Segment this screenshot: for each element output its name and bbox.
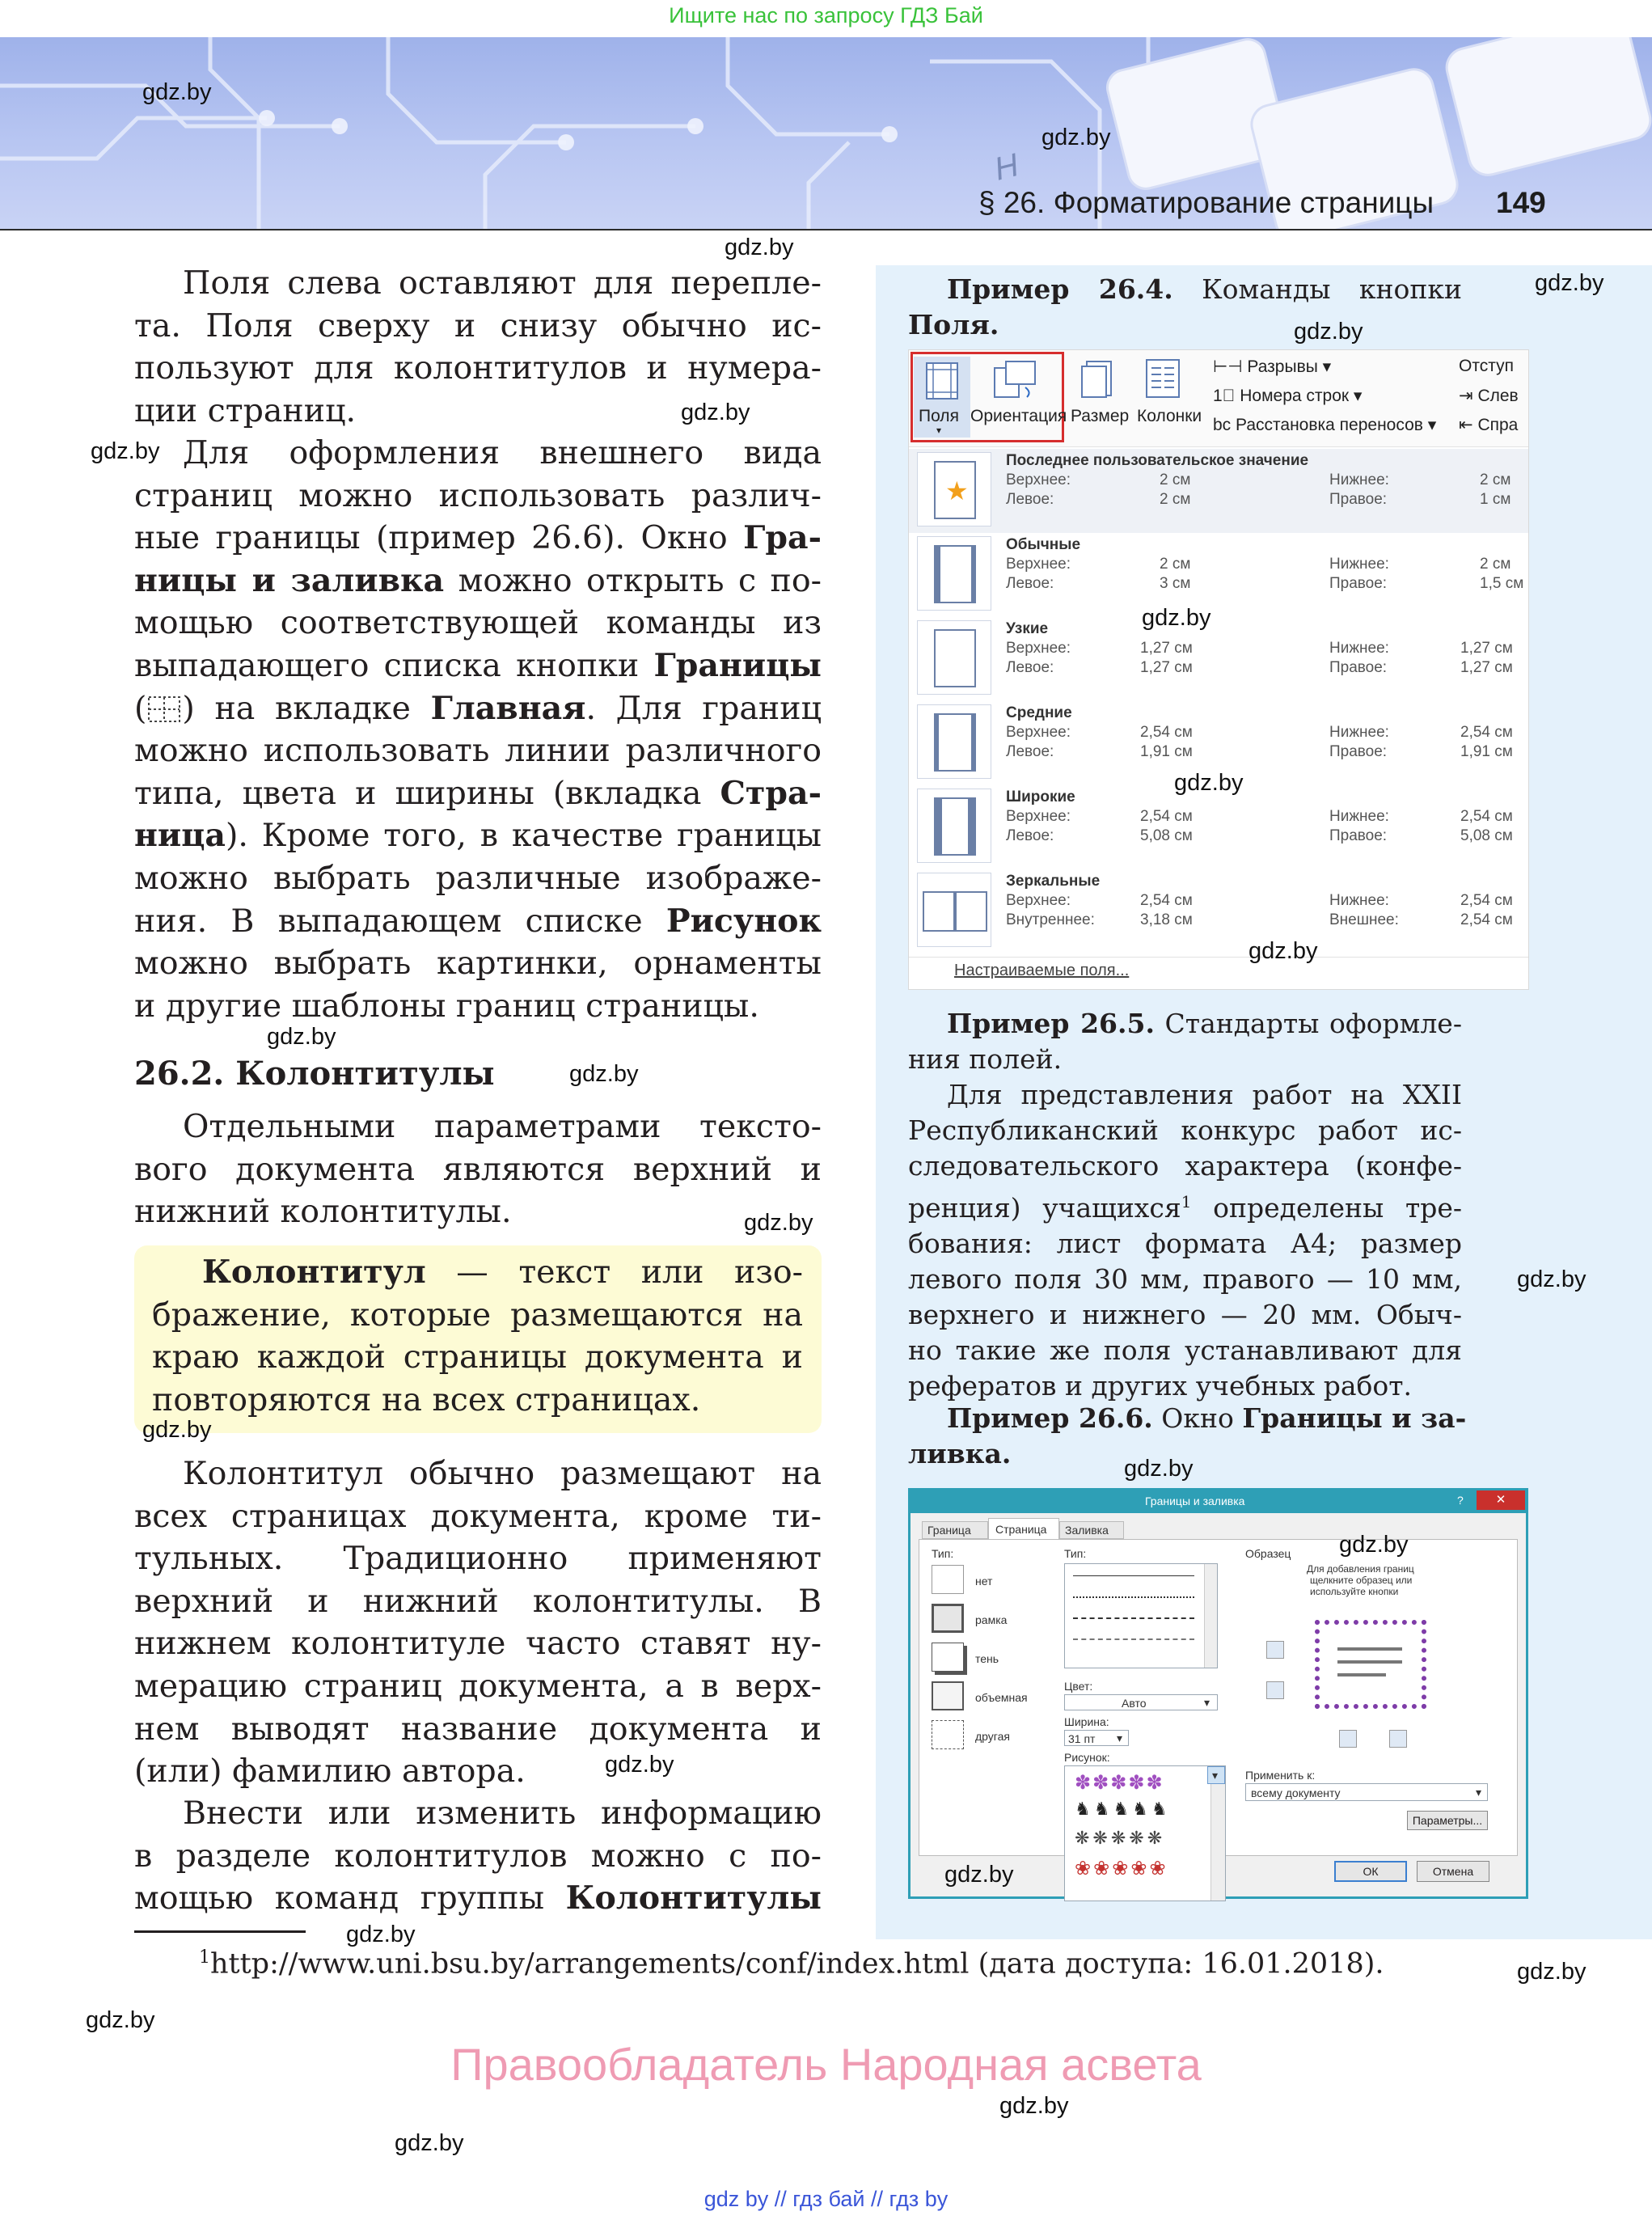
margin-preset-custom[interactable]: ★ Последнее пользовательское значение Верхнее: 2 см Левое: 2 см Нижнее: 2 см Правое: 1 см — [909, 449, 1528, 533]
columns-icon — [1145, 358, 1181, 399]
watermark: gdz.by — [1517, 1266, 1587, 1292]
setting-box[interactable]: рамка — [975, 1613, 1008, 1626]
ok-button[interactable]: ОК — [1334, 1861, 1407, 1882]
margin-preset-mirrored[interactable]: Зеркальные Верхнее: 2,54 см Внутреннее: 3,18 см Нижнее: 2,54 см Внешнее: 2,54 см — [909, 869, 1528, 953]
margin-preset-moderate[interactable]: Средние Верхнее: 2,54 см Левое: 1,91 см Нижнее: 2,54 см Правое: 1,91 см — [909, 701, 1528, 785]
watermark: gdz.by — [569, 1061, 639, 1087]
watermark: gdz.by — [267, 1024, 336, 1050]
watermark: gdz.by — [744, 1210, 813, 1236]
definition-text: Колонтитул — текст или изо- бражение, которые размещаются на краю каждой страницы документа и повторяются на всех страницах. — [152, 1254, 803, 1419]
watermark: gdz.by — [999, 2093, 1069, 2119]
preview-label: Образец — [1245, 1547, 1291, 1560]
size-icon — [1080, 358, 1116, 399]
preview-hint-3: используйте кнопки — [1310, 1586, 1399, 1597]
borders-shading-dialog — [908, 1488, 1528, 1899]
close-button[interactable]: ✕ — [1477, 1490, 1525, 1510]
watermark: gdz.by — [1174, 770, 1244, 796]
footnote: $^1$http://www.uni.bsu.by/arrangements/conf/index.html (дата доступа: 16.01.2018). — [199, 1947, 1384, 1981]
chevron-down-icon: ▾ — [1476, 1786, 1482, 1799]
watermark: gdz.by — [605, 1752, 674, 1778]
apply-to-select[interactable]: всему документу ▾ — [1245, 1783, 1488, 1801]
bottom-border-button[interactable] — [1266, 1681, 1284, 1699]
orientation-button[interactable]: Ориентация — [970, 407, 1067, 425]
watermark: gdz.by — [1517, 1959, 1587, 1985]
watermark: gdz.by — [346, 1922, 416, 1947]
tab-shading[interactable]: Заливка — [1059, 1521, 1124, 1539]
example-26-4-caption: Пример 26.4. Команды кнопки Поля. — [908, 273, 1462, 340]
setting-custom[interactable]: другая — [975, 1730, 1010, 1743]
watermark: gdz.by — [91, 438, 160, 464]
cancel-button[interactable]: Отмена — [1417, 1861, 1489, 1882]
help-icon[interactable]: ? — [1457, 1494, 1464, 1507]
watermark: gdz.by — [142, 1417, 212, 1443]
watermark: gdz.by — [1535, 270, 1604, 296]
custom-margins-link[interactable]: Настраиваемые поля... — [954, 962, 1130, 979]
art-scrollbar[interactable] — [1210, 1766, 1225, 1901]
running-title: § 26. Форматирование страницы — [978, 186, 1434, 219]
indent-label: Отступ — [1459, 357, 1514, 375]
breaks-icon: ⊢⊣ — [1213, 357, 1248, 376]
style-list-scrollbar[interactable] — [1204, 1564, 1217, 1668]
setting-label: Тип: — [932, 1547, 954, 1560]
paragraph-margins: Поля слева оставляют для перепле- та. Поля сверху и снизу обычно ис- пользуют для колонтитулов и нумера- ции страниц. — [134, 264, 822, 429]
floral-border-sample[interactable]: ❀❀❀❀❀ — [1075, 1858, 1168, 1879]
paragraph-borders: Для оформления внешнего вида страниц можно использовать различ- ные границы (пример 26.6). Окно Гра- ницы и заливка можно открыть с по- мощью соответствующей команды из выпадающего списка кнопки Границы ( ) на вкладке Главная. Для границ можно использовать линии различного типа, цвета и ширины (вкладка Стра- ница). Кроме того, в качестве границы можно выбрать различные изображе- ния. В выпадающем списке Рисунок можно выбрать картинки, орнаменты и другие шаблоны границ страницы. — [134, 434, 822, 1025]
art-dropdown-arrow[interactable] — [1207, 1766, 1225, 1784]
margins-icon — [925, 362, 959, 400]
margins-menu-screenshot — [908, 349, 1529, 990]
line-numbers-button[interactable]: 1⃣ Номера строк ▾ — [1213, 387, 1363, 405]
art-dropdown[interactable] — [1064, 1765, 1226, 1901]
left-border-button[interactable] — [1339, 1730, 1357, 1748]
indent-left[interactable]: ⇥ Слев — [1459, 387, 1519, 405]
line-numbers-icon: 1⃣ — [1213, 387, 1240, 405]
ornament-border-sample[interactable]: ❋❋❋❋❋ — [1075, 1828, 1166, 1848]
footnote-rule — [134, 1930, 306, 1933]
header-rule — [0, 229, 1652, 230]
setting-3d-icon[interactable] — [932, 1681, 964, 1710]
chevron-down-icon: ▾ — [1204, 1696, 1210, 1709]
watermark: gdz.by — [142, 79, 212, 105]
copyright-notice: Правообладатель Народная асвета — [450, 2039, 1202, 2090]
indent-right[interactable]: ⇤ Спра — [1459, 416, 1519, 434]
svg-text:H: H — [991, 147, 1023, 188]
watermark: gdz.by — [944, 1862, 1014, 1888]
example-26-6-caption: Пример 26.6. Окно Границы и за- ливка. — [908, 1402, 1467, 1469]
fields-button[interactable]: Поля ▾ — [914, 357, 970, 438]
top-border-button[interactable] — [1266, 1641, 1284, 1659]
margin-preset-narrow[interactable]: Узкие Верхнее: 1,27 см Левое: 1,27 см Нижнее: 1,27 см Правое: 1,27 см — [909, 617, 1528, 701]
paragraph-headers-edit: Внести или изменить информацию в разделе колонтитулов можно с по- мощью команд группы Колонтитулы — [134, 1795, 822, 1917]
tab-page[interactable]: Страница — [988, 1518, 1059, 1540]
apply-to-label: Применить к: — [1245, 1769, 1316, 1782]
tab-border[interactable]: Граница — [922, 1521, 988, 1539]
color-label: Цвет: — [1064, 1680, 1093, 1693]
options-button[interactable]: Параметры... — [1407, 1811, 1488, 1830]
width-select[interactable]: 31 пт ▾ — [1064, 1730, 1129, 1746]
watermark: gdz.by — [725, 235, 794, 260]
setting-shadow-icon[interactable] — [932, 1643, 964, 1672]
setting-custom-icon[interactable] — [932, 1720, 964, 1749]
hyphenation-icon: bc — [1213, 416, 1236, 434]
custom-margins-icon — [917, 452, 991, 526]
columns-button[interactable]: Колонки — [1137, 407, 1202, 425]
watermark: gdz.by — [681, 400, 750, 425]
section-title: 26.2. Колонтитулы — [134, 1055, 495, 1093]
hyphenation-button[interactable]: bc Расстановка переносов ▾ — [1213, 416, 1437, 434]
setting-none[interactable]: нет — [975, 1575, 993, 1588]
page-number: 149 — [1496, 186, 1546, 219]
chevron-down-icon: ▾ — [936, 425, 942, 436]
size-button[interactable]: Размер — [1071, 407, 1130, 425]
narrow-margins-icon — [917, 620, 991, 695]
preview-hint-2: щелкните образец или — [1310, 1575, 1413, 1586]
example-26-5-body: Для представления работ на XXII Республиканский конкурс работ ис- следовательского характера (конфе- ренция) учащихся$^1$ определены тре- бования: лист формата А4; размер левого поля 30 мм, правого — 10 мм, верхнего и нижнего — 20 мм. Обыч- но такие же поля устанавливают для рефератов и других учебных работ. — [908, 1079, 1463, 1402]
style-list[interactable] — [1064, 1563, 1218, 1668]
width-label: Ширина: — [1064, 1715, 1109, 1728]
watermark: gdz.by — [395, 2130, 464, 2156]
watermark: gdz.by — [1339, 1532, 1409, 1558]
normal-margins-icon — [917, 536, 991, 611]
breaks-button[interactable]: ⊢⊣ Разрывы ▾ — [1213, 357, 1332, 376]
orientation-icon — [991, 358, 1037, 399]
watermark: gdz.by — [1142, 605, 1211, 631]
dialog-title: Границы и заливка — [1145, 1495, 1245, 1507]
mirrored-margins-icon — [917, 873, 991, 947]
watermark: gdz.by — [86, 2007, 155, 2033]
watermark: gdz.by — [1249, 938, 1318, 964]
art-label: Рисунок: — [1064, 1751, 1110, 1764]
style-label: Тип: — [1064, 1547, 1087, 1560]
ribbon — [909, 350, 1528, 447]
watermark: gdz.by — [1294, 319, 1363, 345]
setting-none-icon[interactable] — [932, 1565, 964, 1594]
watermark: gdz.by — [1124, 1456, 1194, 1482]
indent-right-icon: ⇤ — [1459, 416, 1478, 434]
right-border-button[interactable] — [1389, 1730, 1407, 1748]
butterfly-border-sample[interactable]: ✽✽✽✽✽ — [1075, 1772, 1164, 1794]
moderate-margins-icon — [917, 704, 991, 779]
star-icon: ★ — [945, 476, 969, 505]
chevron-down-icon: ▾ — [1212, 1769, 1219, 1782]
setting-box-icon[interactable] — [932, 1604, 964, 1633]
margin-preset-normal[interactable]: Обычные Верхнее: 2 см Левое: 3 см Нижнее: 2 см Правое: 1,5 см — [909, 533, 1528, 617]
indent-left-icon: ⇥ — [1459, 387, 1478, 405]
borders-button-icon — [146, 695, 182, 724]
search-hint-banner: Ищите нас по запросу ГДЗ Бай — [669, 3, 983, 27]
watermark: gdz.by — [1041, 125, 1111, 150]
bottom-links[interactable]: gdz by // гдз бай // гдз by — [703, 2187, 949, 2211]
setting-shadow[interactable]: тень — [975, 1652, 999, 1665]
chevron-down-icon: ▾ — [1117, 1731, 1123, 1744]
color-select[interactable]: Авто ▾ — [1064, 1694, 1218, 1710]
setting-3d[interactable]: объемная — [975, 1691, 1028, 1704]
preview-page[interactable] — [1315, 1620, 1426, 1709]
margin-preset-wide[interactable]: Широкие Верхнее: 2,54 см Левое: 5,08 см Нижнее: 2,54 см Правое: 5,08 см — [909, 785, 1528, 869]
example-26-5-caption: Пример 26.5. Стандарты оформле- ния полей. — [908, 1008, 1462, 1075]
paragraph-headers-intro: Отдельными параметрами тексто- вого документа являются верхний и нижний колонтитулы. — [134, 1108, 822, 1231]
preview-hint-1: Для добавления границ — [1307, 1563, 1414, 1575]
paragraph-headers-usage: Колонтитул обычно размещают на всех страницах документа, кроме ти- тульных. Традиционно применяют верхний и нижний колонтитулы. В нижнем колонтитуле часто ставят ну- мерацию страниц документа, а в верх- нем выводят название документа и (или) фамилию автора. — [134, 1455, 822, 1791]
bird-border-sample[interactable]: ♞♞♞♞♞ — [1075, 1799, 1171, 1819]
menu-divider — [909, 957, 1528, 958]
wide-margins-icon — [917, 789, 991, 863]
